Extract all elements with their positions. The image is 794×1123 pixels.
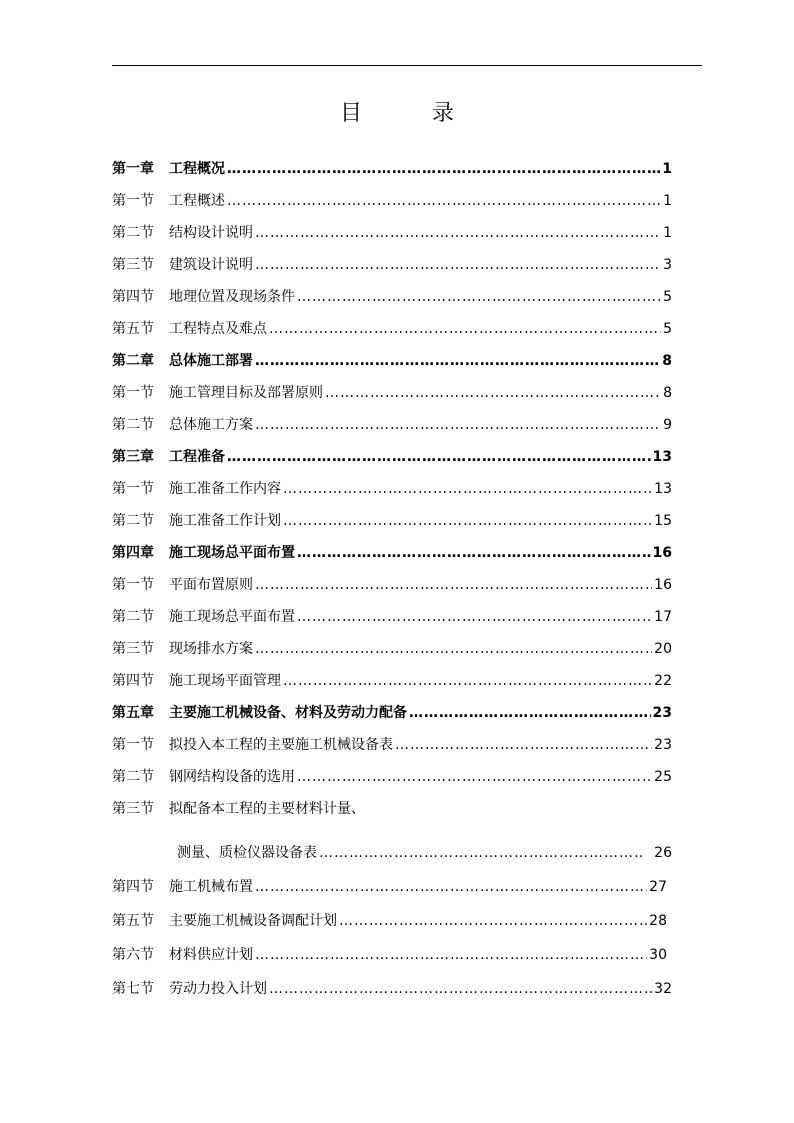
toc-text: 拟配备本工程的主要材料计量、 [169,801,365,817]
toc-page: 27 [649,879,667,895]
toc-entry[interactable] [112,158,672,182]
toc-leader [269,981,652,997]
toc-page: 9 [663,417,672,433]
toc-label: 第一节 [112,193,154,209]
toc-leader [283,513,652,529]
toc-page: 13 [652,449,672,465]
toc-entry[interactable] [112,670,672,694]
toc-entry[interactable] [112,510,672,534]
toc-text: 施工现场平面管理 [169,673,281,689]
toc-label: 第五章 [112,705,154,721]
toc-text: 结构设计说明 [169,225,253,241]
toc-text: 劳动力投入计划 [169,981,267,997]
toc-label: 第一节 [112,577,154,593]
toc-entry[interactable] [112,542,672,566]
toc-text: 地理位置及现场条件 [169,289,295,305]
toc-leader [255,257,661,273]
toc-entry[interactable] [112,910,667,934]
toc-page: 1 [662,161,672,177]
toc-entry[interactable] [112,944,667,968]
toc-page: 28 [649,913,667,929]
toc-label: 第二节 [112,225,154,241]
toc-leader [395,737,652,753]
toc-leader [283,673,652,689]
toc-text: 总体施工部署 [169,353,253,369]
toc-page: 30 [649,947,667,963]
toc-label: 第五节 [112,321,154,337]
toc-text: 工程概况 [169,161,225,177]
toc-entry[interactable] [112,702,672,726]
toc-leader [255,641,652,657]
toc-leader [255,947,647,963]
toc-page: 8 [662,353,672,369]
toc-label: 第四节 [112,879,154,895]
toc-page: 3 [663,257,672,273]
toc-leader [325,385,661,401]
toc-text: 施工机械布置 [169,879,253,895]
toc-leader [227,193,661,209]
toc-label: 第六节 [112,947,154,963]
toc-label: 第二节 [112,513,154,529]
toc-label: 第三节 [112,801,154,817]
toc-leader [283,481,652,497]
toc-text: 材料供应计划 [169,947,253,963]
toc-label: 第四章 [112,545,154,561]
toc-page: 22 [654,673,672,689]
toc-entry[interactable] [112,798,672,822]
toc-entry[interactable] [112,876,667,900]
toc-entry[interactable] [112,414,672,438]
page-title: 目 录 [339,101,478,126]
toc-entry[interactable] [112,478,672,502]
toc-page: 16 [654,577,672,593]
toc-text: 总体施工方案 [169,417,253,433]
toc-leader [255,417,661,433]
toc-text: 主要施工机械设备、材料及劳动力配备 [169,705,407,721]
toc-entry[interactable] [112,286,672,310]
toc-page: 26 [654,845,672,861]
toc-page: 17 [654,609,672,625]
toc-label: 第五节 [112,913,154,929]
toc-label: 第三章 [112,449,154,465]
toc-text: 工程特点及难点 [169,321,267,337]
toc-leader [297,769,652,785]
toc-text: 主要施工机械设备调配计划 [169,913,337,929]
toc-entry-continuation[interactable] [177,842,672,866]
toc-text: 建筑设计说明 [169,257,253,273]
toc-leader [319,845,644,861]
toc-text: 拟投入本工程的主要施工机械设备表 [169,737,393,753]
toc-leader [269,321,661,337]
toc-page: 5 [663,289,672,305]
toc-entry[interactable] [112,574,672,598]
toc-page: 23 [652,705,672,721]
header-rule [112,65,702,66]
toc-text: 平面布置原则 [169,577,253,593]
toc-leader [255,879,647,895]
toc-entry[interactable] [112,606,672,630]
toc-entry[interactable] [112,382,672,406]
toc-entry[interactable] [112,978,672,1002]
toc-leader [227,449,651,465]
toc-text: 工程概述 [169,193,225,209]
toc-label: 第一章 [112,161,154,177]
toc-label: 第七节 [112,981,154,997]
toc-label: 第一节 [112,481,154,497]
toc-label: 第三节 [112,257,154,273]
toc-entry[interactable] [112,222,672,246]
toc-entry[interactable] [112,254,672,278]
toc-page: 20 [654,641,672,657]
toc-page: 8 [663,385,672,401]
toc-entry[interactable] [112,638,672,662]
toc-leader [297,609,652,625]
toc-page: 15 [654,513,672,529]
toc-leader [409,705,651,721]
toc-label: 第四节 [112,673,154,689]
toc-page: 1 [663,193,672,209]
toc-page: 25 [654,769,672,785]
toc-leader [297,545,651,561]
toc-entry[interactable] [112,350,672,374]
toc-label: 第二节 [112,417,154,433]
toc-leader [297,289,661,305]
toc-entry[interactable] [112,318,672,342]
toc-text: 施工管理目标及部署原则 [169,385,323,401]
toc-label: 第一节 [112,737,154,753]
toc-leader [227,161,660,177]
toc-leader [255,353,660,369]
toc-label: 第二章 [112,353,154,369]
toc-text: 钢网结构设备的选用 [169,769,295,785]
toc-page: 16 [652,545,672,561]
toc-page: 5 [663,321,672,337]
toc-entry[interactable] [112,190,672,214]
toc-label: 第二节 [112,769,154,785]
toc-text: 现场排水方案 [169,641,253,657]
toc-page: 1 [663,225,672,241]
toc-text: 工程准备 [169,449,225,465]
toc-text: 施工现场总平面布置 [169,545,295,561]
toc-text: 施工准备工作内容 [169,481,281,497]
toc-text: 施工现场总平面布置 [169,609,295,625]
toc-text: 施工准备工作计划 [169,513,281,529]
toc-leader [255,577,652,593]
toc-text: 测量、质检仪器设备表 [177,845,317,861]
toc-page: 23 [654,737,672,753]
toc-label: 第四节 [112,289,154,305]
toc-entry[interactable] [112,446,672,470]
toc-leader [339,913,647,929]
toc-entry[interactable] [112,734,672,758]
toc-page: 32 [654,981,672,997]
toc-entry[interactable] [112,766,672,790]
toc-label: 第二节 [112,609,154,625]
toc-label: 第一节 [112,385,154,401]
toc-page: 13 [654,481,672,497]
toc-label: 第三节 [112,641,154,657]
toc-leader [255,225,661,241]
